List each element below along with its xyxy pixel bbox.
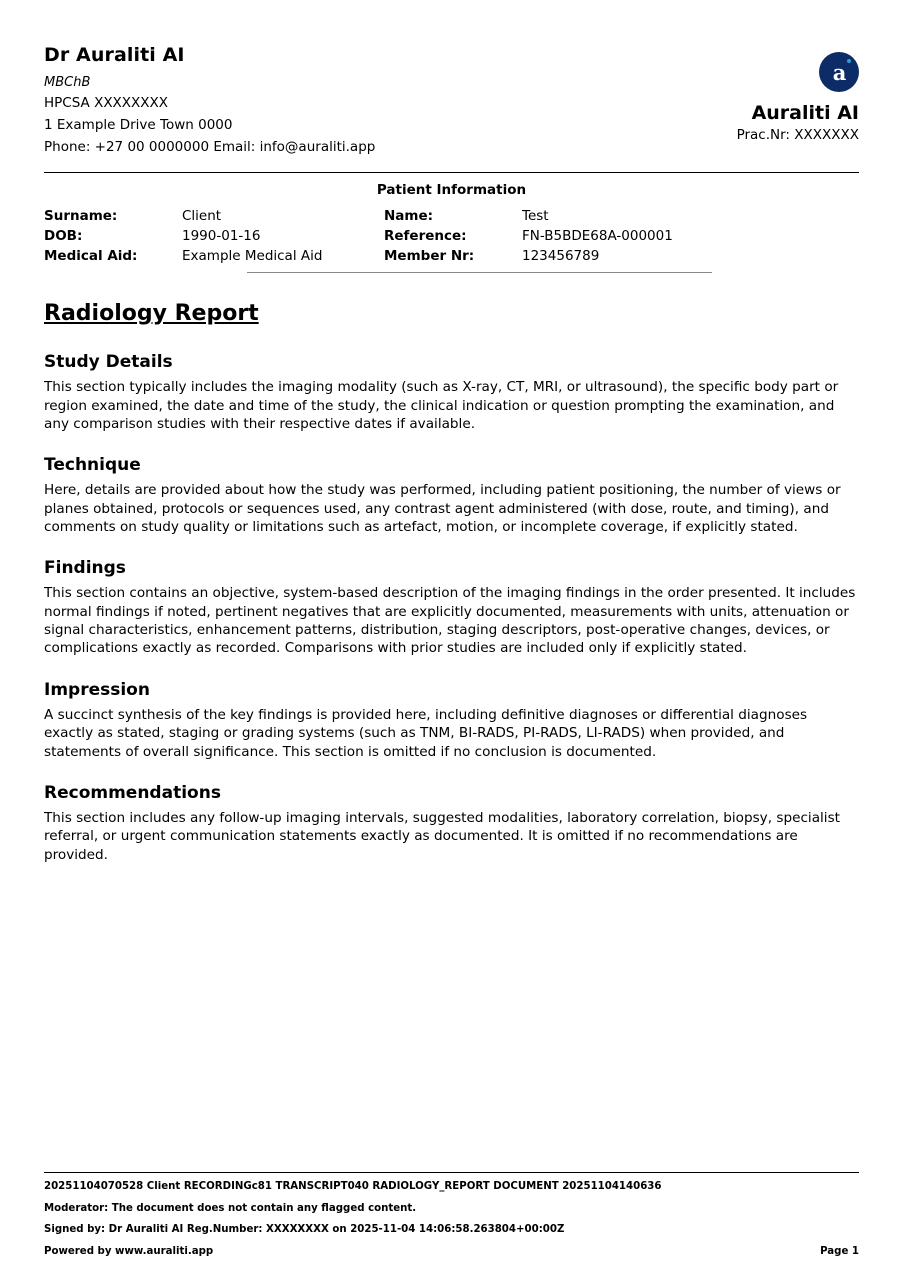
patient-section-divider (247, 272, 712, 273)
section-heading: Impression (44, 679, 150, 700)
patient-field-label: Reference: (384, 228, 467, 245)
brand-name: Auraliti AI (751, 102, 859, 124)
brand-details (737, 40, 859, 143)
footer-powered-by: Powered by www.auraliti.app (44, 1246, 214, 1257)
patient-field-value: FN-B5BDE68A-000001 (522, 228, 673, 245)
section-heading: Technique (44, 455, 141, 476)
section-body: Here, details are provided about how the study was performed, including patient positioning, the number of views or planes obtained, protocols or sequences used, any contrast agent administered (with dose, route, and timing), and comments on study quality or limitations such as artefact, motion, or incomplete coverage, if explicitly stated. (44, 482, 841, 536)
footer-moderator-note: Moderator: The document does not contain any flagged content. (44, 1202, 417, 1214)
document-footer (44, 1172, 859, 1257)
footer-signature: Signed by: Dr Auraliti AI Reg.Number: XXXXXXXX on 2025-11-04 14:06:58.263804+00:00Z (44, 1224, 565, 1236)
practice-contact: Phone: +27 00 0000000 Email: info@auraliti.app (44, 138, 376, 155)
practice-address: 1 Example Drive Town 0000 (44, 116, 233, 133)
patient-field-value: Test (522, 208, 549, 225)
footer-page-number: Page 1 (820, 1246, 859, 1257)
patient-field-label: Member Nr: (384, 248, 475, 265)
section-heading: Findings (44, 558, 126, 579)
footer-document-id: 20251104070528 Client RECORDINGc81 TRANSCRIPT040 RADIOLOGY_REPORT DOCUMENT 20251104140636 (44, 1180, 662, 1192)
section-heading: Study Details (44, 352, 173, 373)
practice-hpcsa: HPCSA XXXXXXXX (44, 94, 169, 111)
patient-information-grid (44, 208, 859, 268)
section-body: This section includes any follow-up imaging intervals, suggested modalities, laboratory correlation, biopsy, specialist referral, or urgent communication statements exactly as documented. It is omitted if no recommendations are provided. (44, 809, 840, 863)
footer-divider (44, 1172, 859, 1173)
patient-field-value: Example Medical Aid (182, 248, 323, 265)
patient-field-label: DOB: (44, 228, 83, 245)
patient-field-value: 123456789 (522, 248, 600, 265)
patient-field-value: Client (182, 208, 222, 225)
patient-field-label: Surname: (44, 208, 118, 225)
letterhead (44, 40, 859, 158)
section-heading: Recommendations (44, 782, 221, 803)
auraliti-circle-logo-icon: a (819, 52, 859, 92)
footer-bottom-row (44, 1246, 859, 1257)
report-title: Radiology Report (44, 301, 259, 327)
practice-qualification: MBChB (44, 74, 91, 90)
patient-information-title: Patient Information (376, 182, 527, 199)
practice-name: Dr Auraliti AI (44, 44, 185, 66)
section-body: A succinct synthesis of the key findings is provided here, including definitive diagnoses or differential diagnoses exactly as stated, staging or grading systems (such as TNM, BI-RADS, PI-RADS, LI-RADS) when provided, and statements of overall significance. This section is omitted if no conclusion is documented. (44, 706, 808, 760)
report-section-technique (44, 455, 859, 536)
report-section-findings (44, 558, 859, 657)
section-body: This section contains an objective, system-based description of the imaging findings in the order presented. It includes normal findings if noted, pertinent negatives that are explicitly documented, measurements with units, attenuation or signal characteristics, enhancement patterns, distribution, staging descriptors, post-operative changes, devices, or complications exactly as recorded. Comparisons with prior studies are included only if explicitly stated. (44, 585, 856, 657)
patient-field-label: Name: (384, 208, 434, 225)
section-body: This section typically includes the imaging modality (such as X-ray, CT, MRI, or ultrasound), the specific body part or region examined, the date and time of the study, the clinical indication or question prompting the examination, and any comparison studies with their respective dates if available. (44, 379, 839, 433)
patient-field-value: 1990-01-16 (182, 228, 261, 245)
report-section-impression (44, 680, 859, 761)
practice-details (44, 40, 375, 158)
report-section-recommendations (44, 783, 859, 864)
brand-logo (737, 52, 859, 92)
report-section-study-details (44, 352, 859, 433)
brand-prac-nr: Prac.Nr: XXXXXXX (736, 127, 859, 143)
patient-field-label: Medical Aid: (44, 248, 138, 265)
